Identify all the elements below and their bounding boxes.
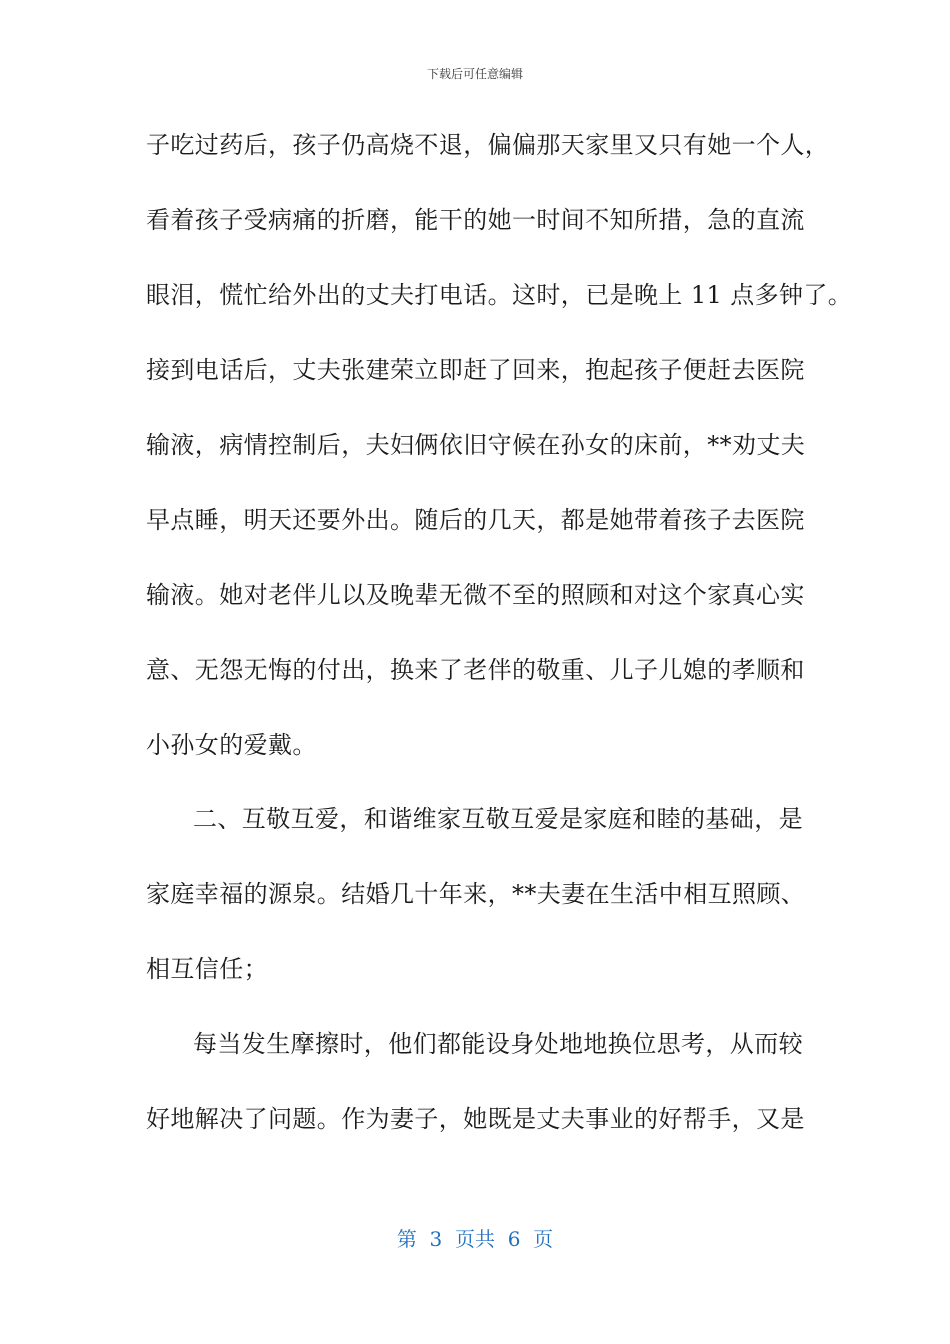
paragraph-heading-line: 二、互敬互爱，和谐维家互敬互爱是家庭和睦的基础，是 xyxy=(193,805,803,833)
body-line-11: 家庭幸福的源泉。结婚几十年来，**夫妻在生活中相互照顾、 xyxy=(146,880,806,908)
body-line-1: 子吃过药后，孩子仍高烧不退，偏偏那天家里又只有她一个人， xyxy=(146,131,830,159)
body-line-9: 小孙女的爱戴。 xyxy=(146,731,317,759)
body-line-7: 输液。她对老伴儿以及晚辈无微不至的照顾和对这个家真心实 xyxy=(146,581,805,609)
body-line-6: 早点睡，明天还要外出。随后的几天，都是她带着孩子去医院 xyxy=(146,506,805,534)
body-line-8: 意、无怨无悔的付出，换来了老伴的敬重、儿子儿媳的孝顺和 xyxy=(146,656,805,684)
body-line-12: 相互信任； xyxy=(146,955,268,983)
body-line-4: 接到电话后，丈夫张建荣立即赶了回来，抱起孩子便赶去医院 xyxy=(146,356,805,384)
body-line-3: 眼泪，慌忙给外出的丈夫打电话。这时，已是晚上 11 点多钟了。 xyxy=(146,281,853,309)
page-header: 下载后可任意编辑 xyxy=(426,67,523,81)
page-number-footer: 第 3 页共 6 页 xyxy=(396,1227,554,1251)
body-line-5: 输液，病情控制后，夫妇俩依旧守候在孙女的床前，**劝丈夫 xyxy=(146,431,806,459)
body-line-2: 看着孩子受病痛的折磨，能干的她一时间不知所措，急的直流 xyxy=(146,206,805,234)
paragraph-start-line: 每当发生摩擦时，他们都能设身处地地换位思考，从而较 xyxy=(193,1030,803,1058)
body-line-14: 好地解决了问题。作为妻子，她既是丈夫事业的好帮手，又是 xyxy=(146,1105,805,1133)
